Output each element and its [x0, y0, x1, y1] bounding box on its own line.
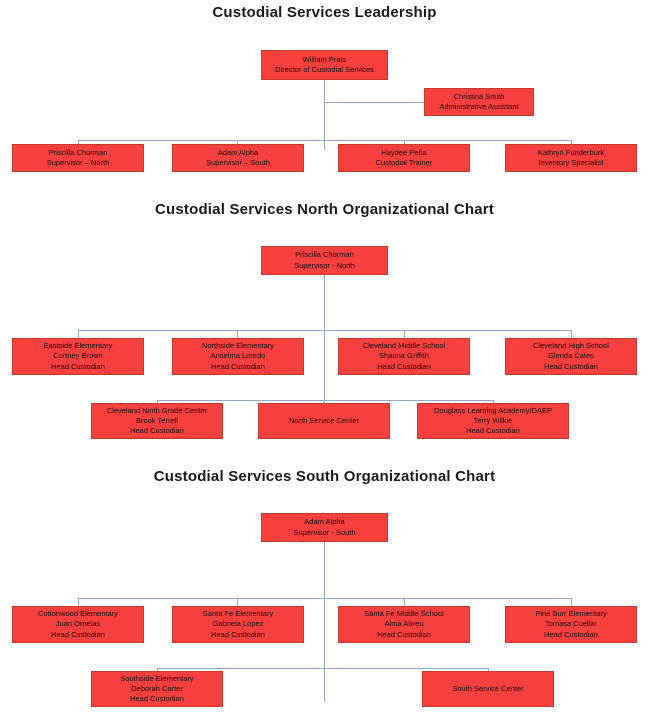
node-line: Christina Smith: [453, 91, 505, 101]
node-line: Priscilla Chorman: [48, 147, 108, 157]
node-adam-alpha-south[interactable]: [261, 513, 388, 542]
connector-vertical: [237, 598, 238, 606]
connector-vertical: [78, 598, 79, 606]
node-line: Cleveland Middle School: [362, 341, 446, 350]
node-line: Eastside Elementary: [43, 341, 113, 350]
connector-vertical: [404, 330, 405, 338]
connector-horizontal: [157, 668, 488, 669]
node-priscilla-chorman-north[interactable]: [261, 246, 388, 275]
section-title-north: Custodial Services North Organizational Chart: [154, 201, 495, 218]
node-line: Supervisor - South: [293, 527, 356, 537]
node-line: Head Custodian: [544, 361, 598, 371]
node-line: Inventory Specialist: [538, 158, 604, 167]
node-line: Supervisor - North: [294, 260, 355, 270]
node-line: Douglass Learning Academy/DAEP: [434, 406, 552, 415]
node-line: Cleveland High School: [533, 341, 609, 350]
node-priscilla-chorman-leadership[interactable]: [12, 144, 144, 172]
node-line: Haydee Peña: [381, 147, 427, 157]
node-adam-alpha-leadership[interactable]: [172, 144, 304, 172]
node-line: Southside Elementary: [120, 674, 194, 683]
node-line: Head Custodian: [211, 629, 265, 639]
node-line: Director of Custodial Services: [275, 65, 374, 74]
node-line: Head Custodian: [377, 629, 431, 639]
node-line: South Service Center: [452, 683, 524, 693]
node-line: Supervisor – North: [46, 158, 110, 167]
node-santa-fe-elementary[interactable]: [172, 606, 304, 643]
node-north-service-center[interactable]: [258, 403, 390, 439]
connector-vertical: [404, 598, 405, 606]
node-line: Adam Alpha: [304, 517, 345, 526]
node-line: Juan Ornelas: [55, 619, 101, 629]
section-title-south: Custodial Services South Organizational Chart: [153, 468, 496, 485]
node-line: Santa Fe Middle School: [364, 609, 444, 618]
node-line: Custodial Trainer: [375, 158, 433, 167]
node-line: Head Custodian: [51, 629, 105, 639]
node-line: Head Custodian: [51, 361, 105, 371]
node-northside-elementary[interactable]: [172, 338, 304, 375]
node-douglass-learning-academy[interactable]: [417, 403, 569, 439]
node-line: Anselma Loredo: [210, 351, 266, 361]
node-line: Santa Fe Elementary: [202, 609, 274, 618]
connector-horizontal: [78, 598, 572, 599]
connector-vertical: [571, 598, 572, 606]
connector-horizontal: [78, 140, 572, 141]
node-haydee-pena[interactable]: [338, 144, 470, 172]
node-line: North Service Center: [288, 415, 360, 425]
node-line: Alma Abreu: [384, 619, 424, 629]
node-line: Administrative Assistant: [439, 102, 519, 111]
connector-vertical: [78, 330, 79, 338]
section-title-leadership: Custodial Services Leadership: [212, 4, 437, 21]
connector-vertical: [237, 330, 238, 338]
node-santa-fe-middle-school[interactable]: [338, 606, 470, 643]
node-line: Cottonwood Elementary: [37, 609, 119, 618]
node-line: Cleveland Ninth Grade Center: [106, 406, 208, 415]
node-line: Deborah Carter: [131, 684, 183, 693]
connector-horizontal: [157, 400, 493, 401]
node-cleveland-middle-school[interactable]: [338, 338, 470, 375]
node-william-prats[interactable]: [261, 50, 388, 80]
node-line: Terry Wilkie: [473, 416, 513, 425]
node-line: Adam Alpha: [217, 147, 259, 157]
node-line: Gabriela Lopez: [212, 619, 264, 629]
node-line: Pine Burr Elementary: [535, 609, 607, 618]
node-line: Northside Elementary: [201, 341, 275, 350]
connector-horizontal: [78, 330, 572, 331]
node-eastside-elementary[interactable]: [12, 338, 144, 375]
node-line: Head Custodian: [377, 361, 431, 371]
node-line: Supervisor – South: [206, 158, 270, 167]
node-cleveland-ninth-grade-center[interactable]: [91, 403, 223, 439]
node-christina-smith[interactable]: [424, 88, 534, 116]
node-line: William Prats: [302, 54, 347, 64]
connector-horizontal: [324, 102, 425, 103]
node-line: Glenda Cates: [548, 351, 594, 361]
node-line: Tomasa Cuellar: [544, 619, 598, 629]
node-south-service-center[interactable]: [422, 671, 554, 707]
node-line: Kathryn Funderburk: [537, 147, 605, 157]
node-line: Cortney Brown: [53, 351, 103, 361]
node-line: Head Custodian: [130, 694, 184, 703]
node-southside-elementary[interactable]: [91, 671, 223, 707]
node-kathryn-funderburk[interactable]: [505, 144, 637, 172]
node-line: Head Custodian: [544, 629, 598, 639]
connector-vertical: [571, 330, 572, 338]
node-pine-burr-elementary[interactable]: [505, 606, 637, 643]
node-cleveland-high-school[interactable]: [505, 338, 637, 375]
node-line: Priscilla Chorman: [295, 250, 354, 259]
node-line: Shauna Griffith: [379, 351, 429, 361]
node-line: Head Custodian: [466, 426, 520, 435]
node-line: Head Custodian: [211, 361, 265, 371]
node-cottonwood-elementary[interactable]: [12, 606, 144, 643]
connector-vertical: [324, 542, 325, 702]
node-line: Head Custodian: [130, 426, 184, 435]
node-line: Brook Terrell: [136, 416, 178, 425]
